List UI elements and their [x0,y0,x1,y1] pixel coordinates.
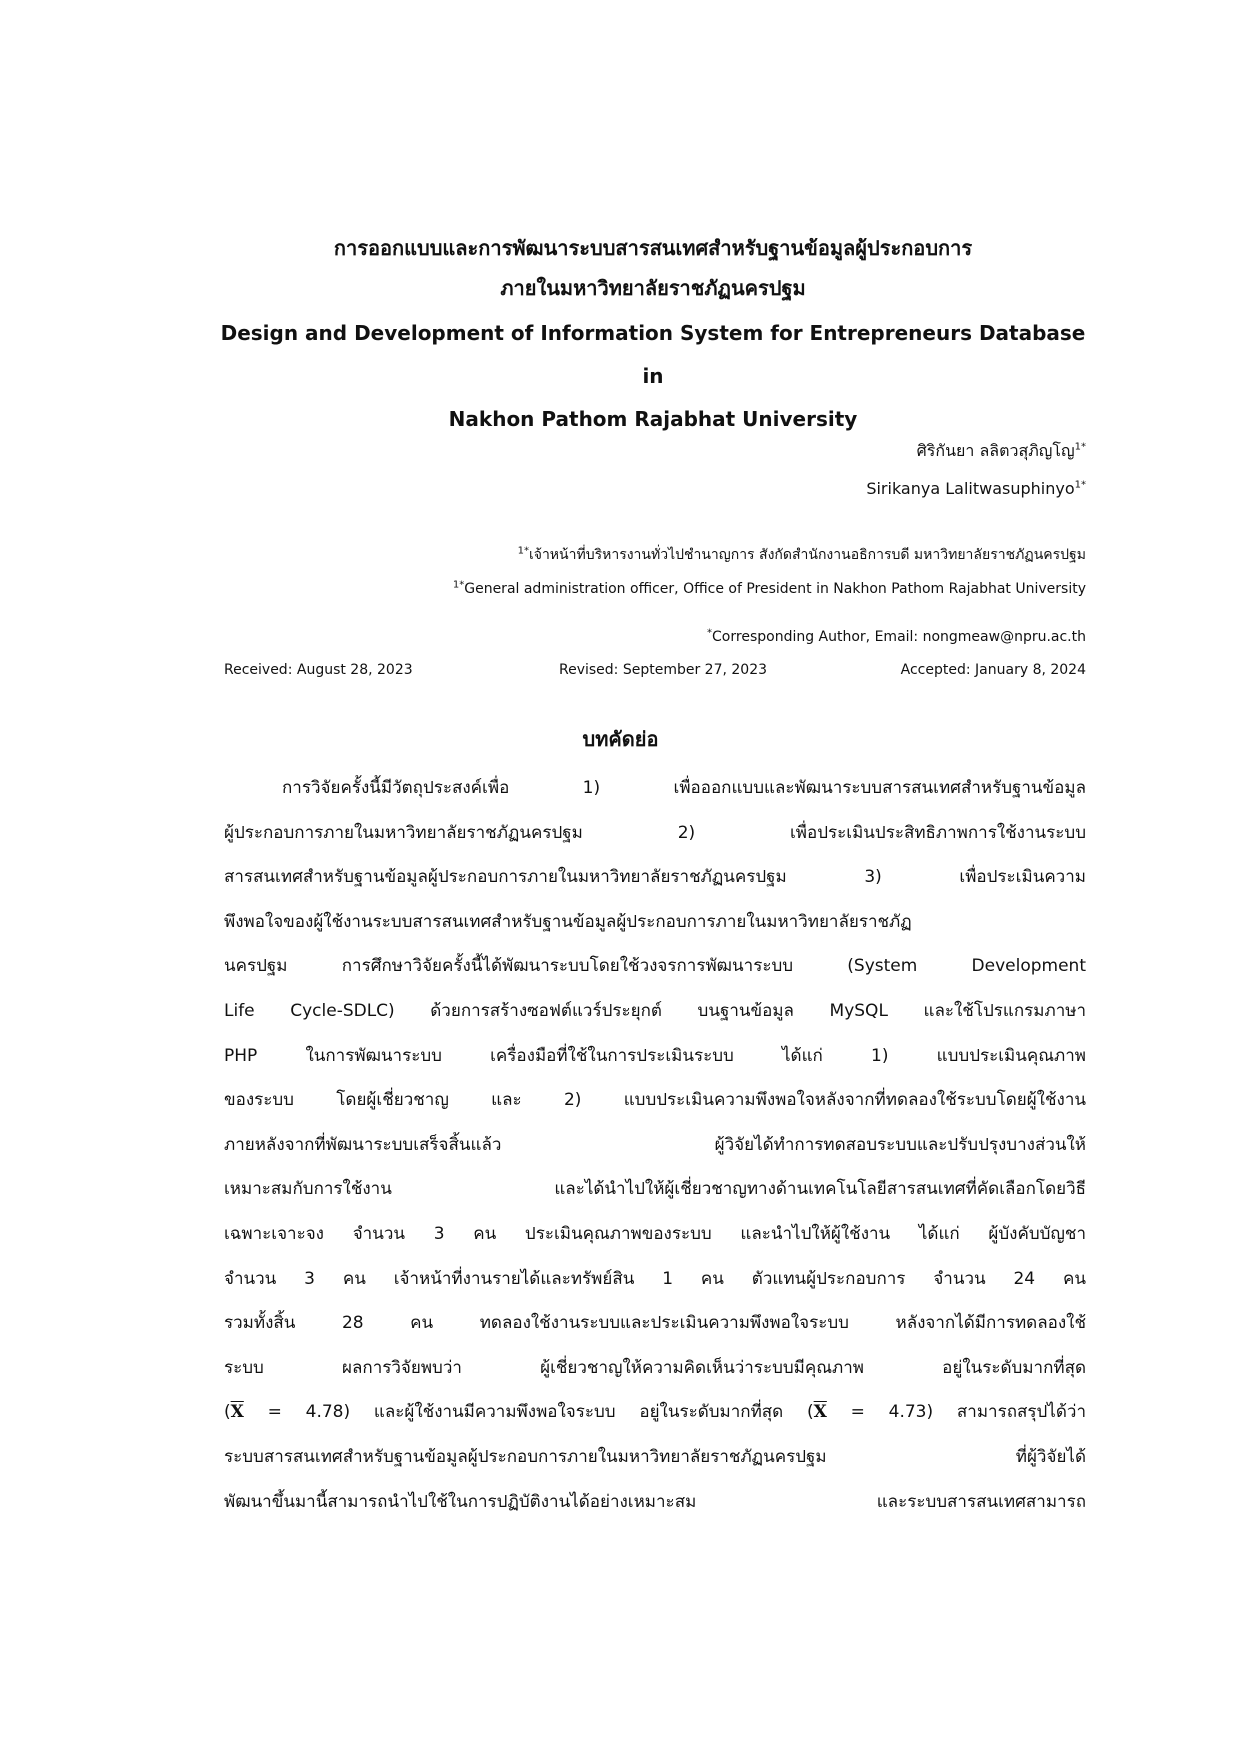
paper-title [220,228,1086,441]
title-english-line-2: Nakhon Pathom Rajabhat University [448,407,858,431]
abstract-line: พึงพอใจของผู้ใช้งานระบบสารสนเทศสำหรับฐานข้อมูลผู้ประกอบการภายในมหาวิทยาลัยราชภัฏ [224,911,912,932]
author-name-thai: ศิริกันยา ลลิตวสุภิญโญ$^{1*}$ [916,441,1086,460]
abstract-line: รวมทั้งสิ้น 28 คน ทดลองใช้งานระบบและประเมินความพึงพอใจระบบ หลังจากได้มีการทดลองใช้ [224,1313,1086,1334]
abstract-line: สารสนเทศสำหรับฐานข้อมูลผู้ประกอบการภายในมหาวิทยาลัยราชภัฏนครปฐม 3) เพื่อประเมินความ [224,867,1086,888]
abstract-line: Life Cycle-SDLC) ด้วยการสร้างซอฟต์แวร์ประยุกต์ บนฐานข้อมูล MySQL และใช้โปรแกรมภาษา [224,1000,1086,1021]
corresponding-author: *Corresponding Author, Email: nongmeaw@npru.ac.th [707,627,1086,645]
affiliation-block [453,538,1086,606]
abstract-line: พัฒนาขึ้นมานี้สามารถนำไปใช้ในการปฏิบัติงานได้อย่างเหมาะสม และระบบสารสนเทศสามารถ [224,1491,1086,1512]
accepted-date: Accepted: January 8, 2024 [900,662,1086,678]
abstract-line: เหมาะสมกับการใช้งาน และได้นำไปให้ผู้เชี่ยวชาญทางด้านเทคโนโลยีสารสนเทศที่คัดเลือกโดยวิธี [224,1179,1086,1200]
revised-date: Revised: September 27, 2023 [559,662,768,678]
abstract-line: นครปฐม การศึกษาวิจัยครั้งนี้ได้พัฒนาระบบโดยใช้วงจรการพัฒนาระบบ (System Development [224,956,1086,977]
abstract-line: การวิจัยครั้งนี้มีวัตถุประสงค์เพื่อ 1) เพื่อออกแบบและพัฒนาระบบสารสนเทศสำหรับฐานข้อมูล [282,778,1086,798]
received-date: Received: August 28, 2023 [224,662,413,678]
title-thai-line-1: การออกแบบและการพัฒนาระบบสารสนเทศสำหรับฐานข้อมูลผู้ประกอบการ [333,236,973,260]
abstract-line: ระบบสารสนเทศสำหรับฐานข้อมูลผู้ประกอบการภายในมหาวิทยาลัยราชภัฏนครปฐม ที่ผู้วิจัยได้ [224,1446,1086,1467]
abstract-line: จำนวน 3 คน เจ้าหน้าที่งานรายได้และทรัพย์สิน 1 คน ตัวแทนผู้ประกอบการ จำนวน 24 คน [224,1268,1086,1289]
abstract-line: ระบบ ผลการวิจัยพบว่า ผู้เชี่ยวชาญให้ความคิดเห็นว่าระบบมีคุณภาพ อยู่ในระดับมากที่สุด [224,1357,1086,1378]
affiliation-english: $^{1*}$General administration officer, Office of President in Nakhon Pathom Rajabhat University [452,579,1086,597]
abstract-line: PHP ในการพัฒนาระบบ เครื่องมือที่ใช้ในการประเมินระบบ ได้แก่ 1) แบบประเมินคุณภาพ [224,1045,1086,1066]
abstract-line: ภายหลังจากที่พัฒนาระบบเสร็จสิ้นแล้ว ผู้วิจัยได้ทำการทดสอบระบบและปรับปรุงบางส่วนให้ [224,1134,1086,1155]
abstract-heading: บทคัดย่อ [582,727,659,751]
abstract-line: ของระบบ โดยผู้เชี่ยวชาญ และ 2) แบบประเมินความพึงพอใจหลังจากที่ทดลองใช้ระบบโดยผู้ใช้งาน [224,1090,1086,1111]
abstract-line: ผู้ประกอบการภายในมหาวิทยาลัยราชภัฏนครปฐม 2) เพื่อประเมินประสิทธิภาพการใช้งานระบบ [224,822,1086,843]
title-english-line-1: Design and Development of Information System for Entrepreneurs Database in [220,321,1086,388]
abstract-line: เฉพาะเจาะจง จำนวน 3 คน ประเมินคุณภาพของระบบ และนำไปให้ผู้ใช้งาน ได้แก่ ผู้บังคับบัญชา [224,1223,1086,1244]
mean-symbol: $\overline{X}$ [230,1402,244,1423]
author-block [866,432,1086,508]
mean-symbol: $\overline{X}$ [813,1402,827,1423]
author-name-english: Sirikanya Lalitwasuphinyo$^{1*}$ [866,479,1086,498]
title-thai-line-2: ภายในมหาวิทยาลัยราชภัฏนครปฐม [500,276,806,300]
abstract-line-mean-values: $(\overline{X} = 4.78)$ และผู้ใช้งานมีความพึงพอใจระบบ อยู่ในระดับมากที่สุด $(\overline{X} = 4.73)$ สามารถสรุปได้ว่า [224,1402,1086,1423]
abstract-body [224,766,1086,1524]
affiliation-thai: $^{1*}$เจ้าหน้าที่บริหารงานทั่วไปชำนาญการ สังกัดสำนักงานอธิการบดี มหาวิทยาลัยราชภัฏนครปฐม [517,545,1086,563]
